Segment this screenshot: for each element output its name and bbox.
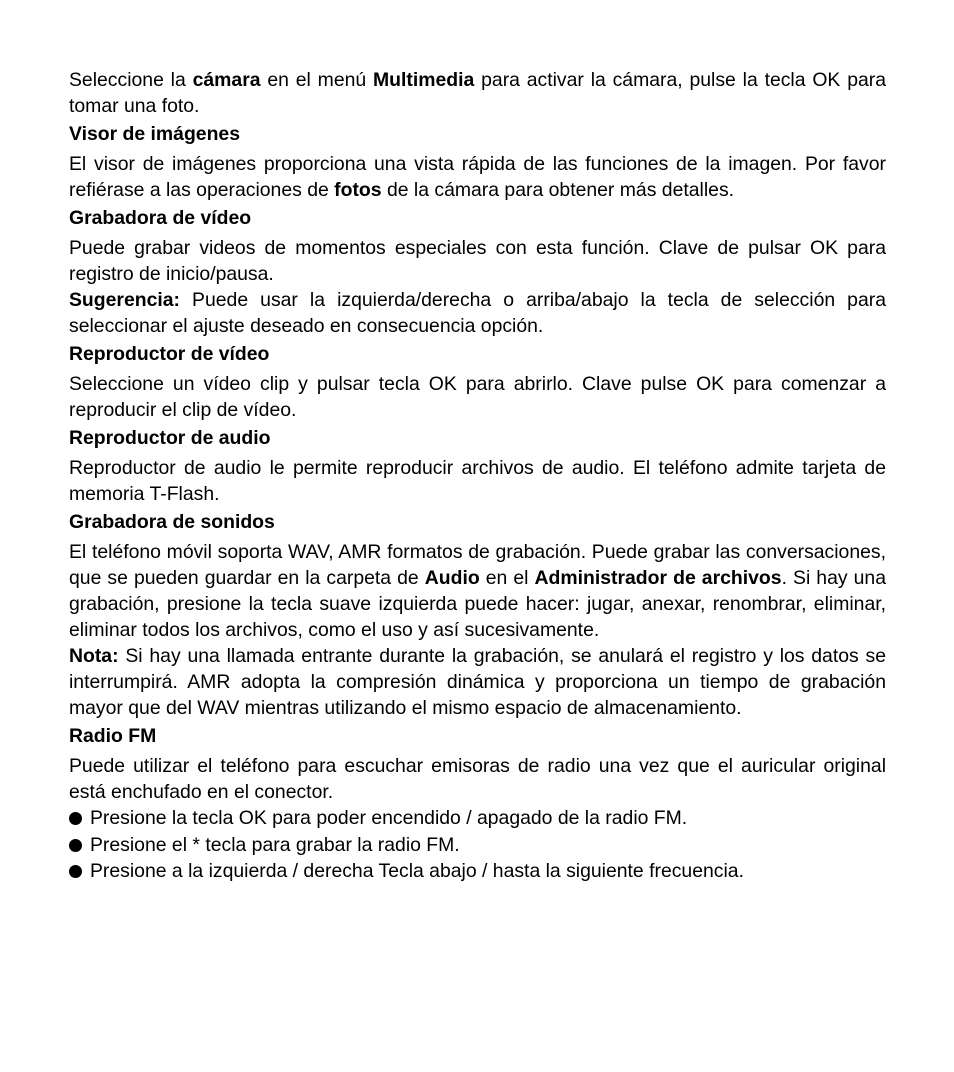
heading-reproductor-audio: Reproductor de audio: [69, 427, 271, 449]
heading-visor: Visor de imágenes: [69, 123, 241, 145]
visor-paragraph: [69, 151, 886, 203]
visor-text-2: de la cámara para obtener más detalles.: [381, 179, 735, 201]
audio-term: Audio: [424, 567, 480, 589]
nota-text: Si hay una llamada entrante durante la grabación, se anulará el registro y los datos se interrumpirá. AMR adopta la compresión dinámica y proporciona un tiempo de grabación mayor que del WAV mientras utilizando el mismo espacio de almacenamiento.: [69, 645, 886, 719]
list-item: [69, 832, 886, 859]
list-item: [69, 858, 886, 885]
nota-label: Nota:: [69, 645, 119, 667]
intro-text-2: en el menú: [260, 69, 374, 91]
reproductor-video-paragraph: Seleccione un vídeo clip y pulsar tecla OK para abrirlo. Clave pulse OK para comenzar a reproducir el clip de vídeo.: [69, 373, 886, 421]
multimedia-term: Multimedia: [373, 69, 475, 91]
grabadora-video-paragraph: Puede grabar videos de momentos especiales con esta función. Clave de pulsar OK para registro de inicio/pausa.: [69, 237, 886, 285]
bullet-text: Presione la tecla OK para poder encendido / apagado de la radio FM.: [90, 807, 688, 829]
sonidos-text-3: . Si hay una grabación, presione la tecla suave izquierda puede hacer: jugar, anexar, renombrar, eliminar, eliminar todos los archivos, como el uso y así sucesivamente.: [69, 567, 886, 641]
reproductor-audio-paragraph: Reproductor de audio le permite reproducir archivos de audio. El teléfono admite tarjeta de memoria T-Flash.: [69, 457, 886, 505]
sugerencia-text: Puede usar la izquierda/derecha o arriba/abajo la tecla de selección para seleccionar el ajuste deseado en consecuencia opción.: [69, 289, 886, 337]
visor-text-1: El visor de imágenes proporciona una vista rápida de las funciones de la imagen. Por favor refiérase a las operaciones de: [69, 153, 886, 201]
intro-text-3: para activar la cámara, pulse la tecla OK para tomar una foto.: [69, 69, 887, 117]
camara-term: cámara: [192, 69, 261, 91]
bullet-icon: [69, 812, 82, 825]
bullet-text: Presione el * tecla para grabar la radio FM.: [90, 833, 460, 856]
fotos-term: fotos: [334, 179, 382, 201]
radio-bullet-list: [69, 805, 886, 885]
bullet-text: Presione a la izquierda / derecha Tecla abajo / hasta la siguiente frecuencia.: [90, 860, 744, 882]
grabadora-sonidos-paragraph: [69, 539, 886, 643]
document-page: [69, 67, 886, 885]
intro-text-1: Seleccione la: [69, 69, 193, 91]
heading-radio-fm: Radio FM: [69, 725, 157, 747]
bullet-icon: [69, 839, 82, 852]
sonidos-text-2: en el: [479, 567, 535, 589]
intro-paragraph: [69, 67, 886, 119]
sugerencia-paragraph: [69, 287, 886, 339]
list-item: [69, 805, 886, 832]
nota-paragraph: [69, 643, 886, 721]
heading-reproductor-video: Reproductor de vídeo: [69, 343, 270, 365]
radio-paragraph: Puede utilizar el teléfono para escuchar emisoras de radio una vez que el auricular original está enchufado en el conector.: [69, 755, 886, 803]
sonidos-text-1: El teléfono móvil soporta WAV, AMR formatos de grabación. Puede grabar las conversaciones, que se pueden guardar en la carpeta de: [69, 541, 886, 589]
administrador-term: Administrador de archivos: [534, 567, 782, 589]
bullet-icon: [69, 865, 82, 878]
heading-grabadora-video: Grabadora de vídeo: [69, 207, 252, 229]
heading-grabadora-sonidos: Grabadora de sonidos: [69, 511, 275, 533]
sugerencia-label: Sugerencia:: [69, 289, 180, 311]
